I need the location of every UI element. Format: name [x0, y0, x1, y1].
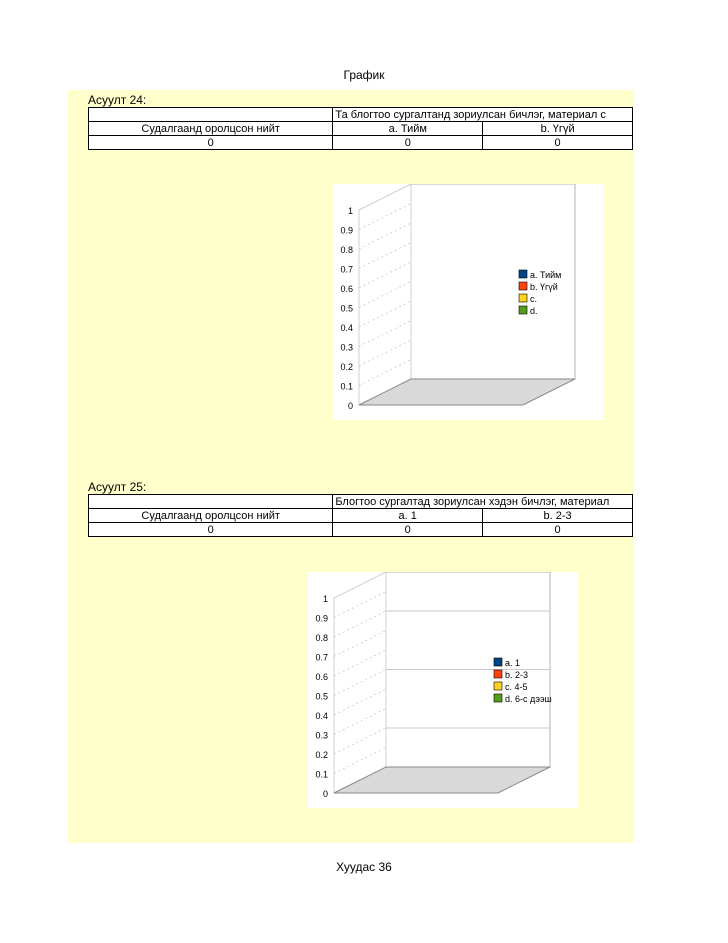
chart-y-tick-label: 0.9 [315, 613, 328, 624]
question-24-label: Асуулт 24: [88, 93, 147, 107]
chart-y-tick-label: 0.9 [340, 225, 353, 236]
legend-swatch [494, 694, 502, 702]
legend-swatch [519, 282, 527, 290]
legend-label: b. 2-3 [505, 670, 529, 680]
chart-y-tick-label: 0.5 [340, 303, 353, 314]
value-b: 0 [483, 523, 633, 537]
chart-y-tick-label: 0.4 [340, 323, 353, 333]
question-24-header: Та блогтоо сургалтанд зориулсан бичлэг, материал с [333, 108, 633, 122]
chart-y-tick-label: 0.7 [315, 652, 328, 663]
value-a: 0 [333, 523, 483, 537]
spreadsheet-area [68, 90, 633, 843]
chart-side-wall [334, 572, 386, 793]
chart-y-tick-label: 0.6 [340, 284, 353, 294]
page-footer: Хуудас 36 [336, 860, 392, 874]
column-header-a: a. Тийм [333, 122, 483, 136]
chart-y-tick-label: 0.6 [315, 672, 328, 682]
chart-y-tick-label: 0.8 [315, 633, 328, 643]
legend-swatch [519, 306, 527, 314]
legend-label: a. Тийм [530, 270, 562, 280]
legend-label: a. 1 [505, 658, 521, 668]
chart-y-tick-label: 0.4 [315, 711, 328, 721]
column-header-total: Судалгаанд оролцсон нийт [89, 122, 333, 136]
value-total: 0 [89, 136, 333, 150]
column-header-a: a. 1 [333, 509, 483, 523]
legend-label: c. [530, 294, 538, 304]
chart-side-wall [359, 184, 411, 405]
value-a: 0 [333, 136, 483, 150]
table-cell-empty [89, 108, 333, 122]
question-24-chart [333, 184, 603, 420]
question-25-chart [308, 572, 578, 808]
legend-swatch [494, 670, 502, 678]
legend-swatch [494, 658, 502, 666]
legend-label: c. 4-5 [505, 682, 528, 692]
chart-y-tick-label: 0 [322, 789, 328, 799]
legend-label: d. [530, 306, 538, 316]
page-title: График [343, 68, 385, 82]
column-header-b: b. Үгүй [483, 122, 633, 136]
legend-swatch [519, 270, 527, 278]
chart-y-tick-label: 0.5 [315, 691, 328, 702]
chart-y-tick-label: 0.2 [340, 362, 353, 372]
chart-y-tick-label: 0.2 [315, 750, 328, 760]
legend-label: b. Үгүй [530, 282, 558, 292]
chart-y-tick-label: 1 [322, 594, 328, 604]
value-b: 0 [483, 136, 633, 150]
question-25-header: Блогтоо сургалтад зориулсан хэдэн бичлэг, материал [333, 495, 633, 509]
question-25-table [88, 494, 633, 537]
column-header-b: b. 2-3 [483, 509, 633, 523]
chart-y-tick-label: 0.8 [340, 245, 353, 255]
legend-swatch [519, 294, 527, 302]
chart-y-tick-label: 0.7 [340, 264, 353, 275]
legend-label: d. 6-с дээш [505, 694, 552, 704]
legend-swatch [494, 682, 502, 690]
table-cell-empty [89, 495, 333, 509]
chart-svg [333, 184, 603, 420]
question-24-table [88, 107, 633, 150]
chart-y-tick-label: 0 [347, 401, 353, 411]
column-header-total: Судалгаанд оролцсон нийт [89, 509, 333, 523]
value-total: 0 [89, 523, 333, 537]
chart-svg [308, 572, 578, 808]
chart-y-tick-label: 0.1 [340, 381, 353, 392]
question-25-label: Асуулт 25: [88, 480, 147, 494]
chart-y-tick-label: 1 [347, 206, 353, 216]
chart-y-tick-label: 0.1 [315, 769, 328, 780]
chart-y-tick-label: 0.3 [340, 342, 353, 353]
chart-y-tick-label: 0.3 [315, 730, 328, 741]
